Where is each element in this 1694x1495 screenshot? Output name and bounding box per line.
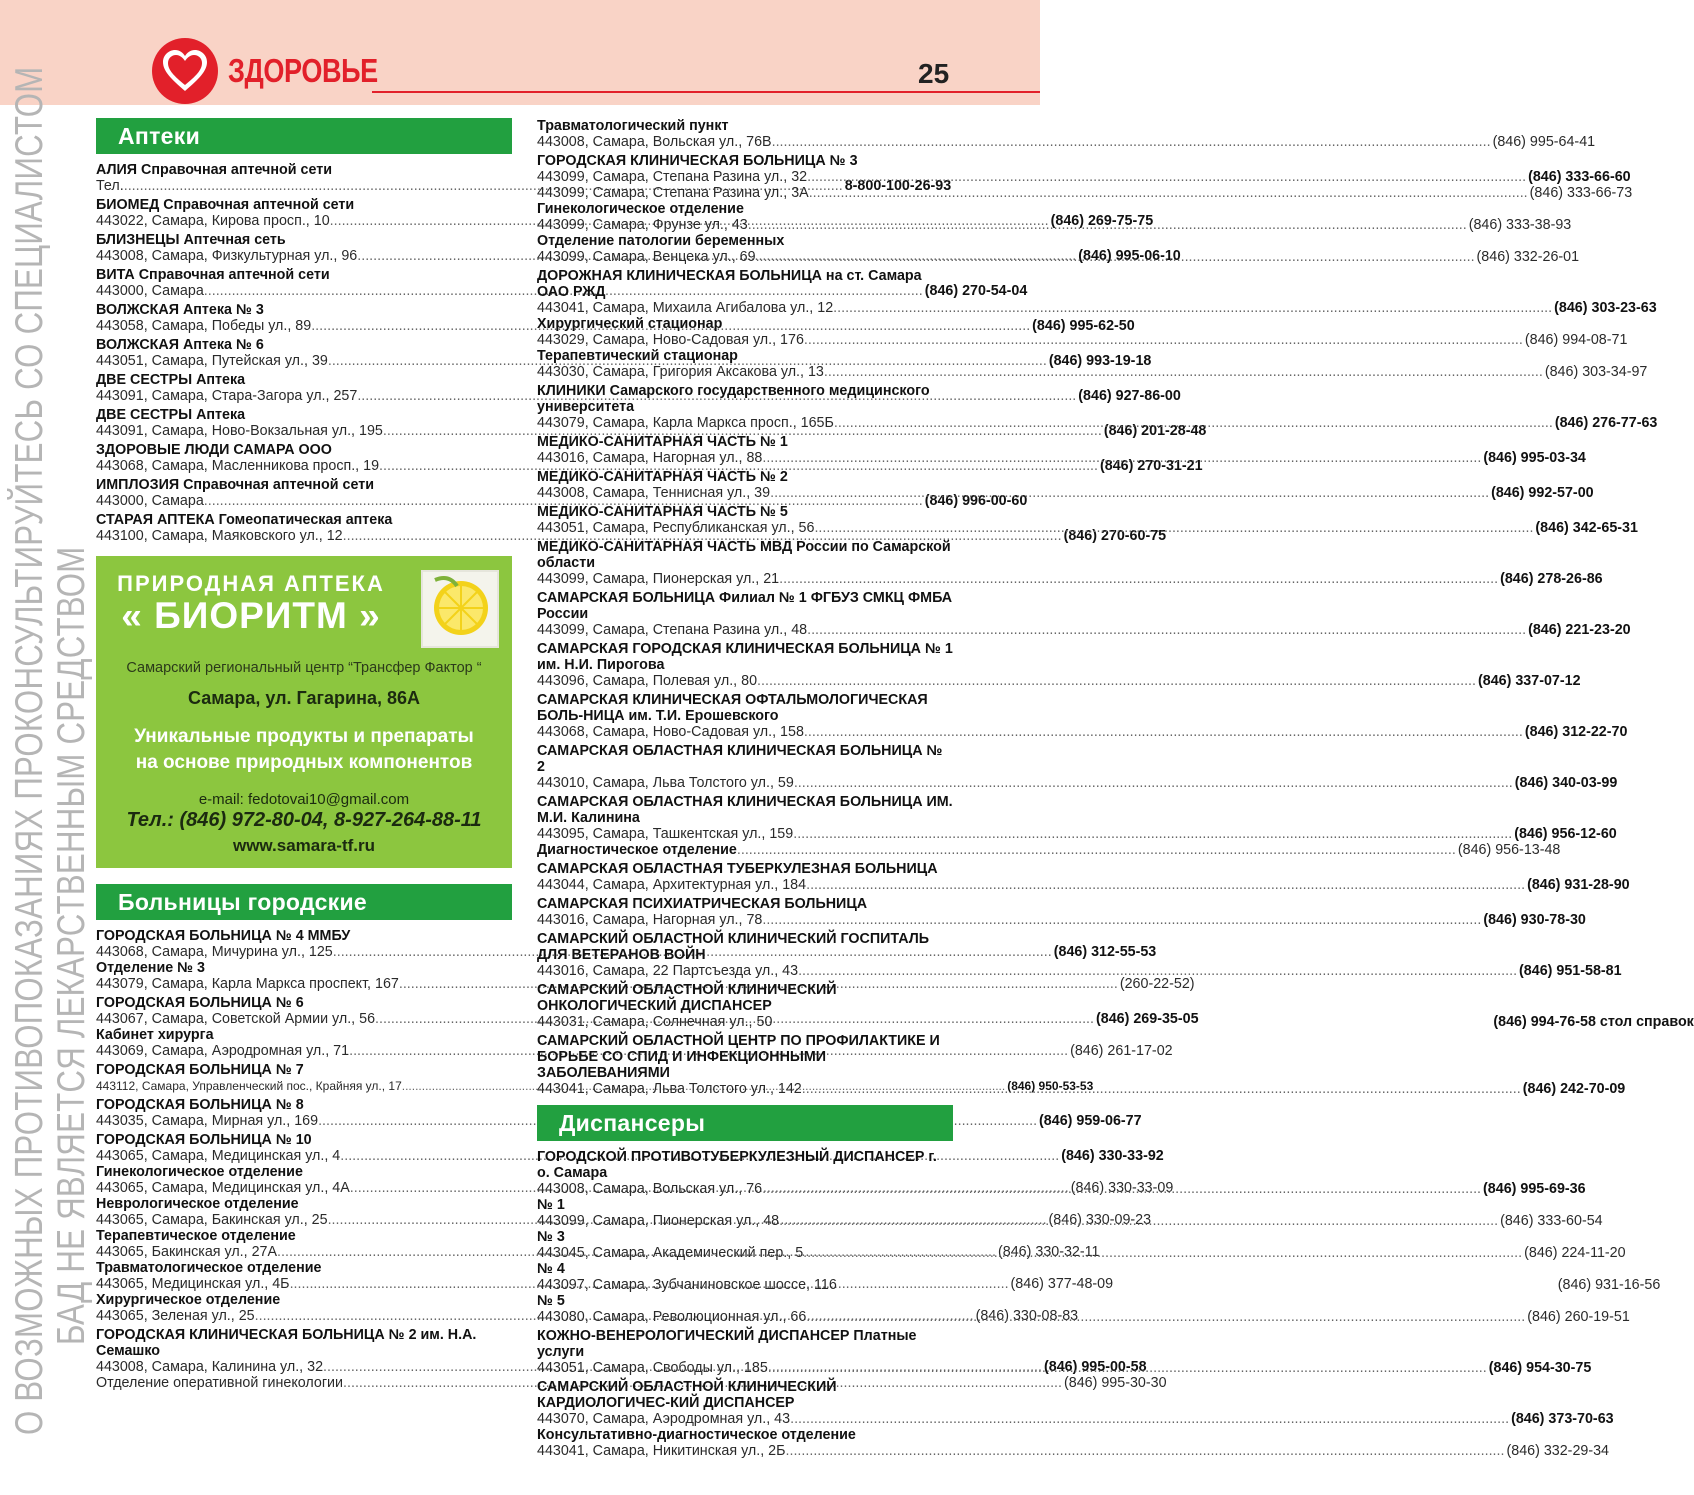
dot-leader: [794, 775, 1513, 791]
address-row: [537, 169, 1631, 185]
phone-number: (846) 995-00-58: [1044, 1359, 1147, 1375]
address: 443079, Самара, Карла Маркса проспект, 167: [96, 976, 399, 992]
dot-leader: [748, 217, 1467, 233]
phone-number: (846) 333-38-93: [1468, 217, 1572, 233]
ad-slogan-line-1: Уникальные продукты и препараты: [134, 726, 474, 747]
address: 443099, Самара, Фрунзе ул., 43: [537, 217, 748, 233]
phone-number: (846) 927-86-00: [1078, 388, 1181, 404]
dot-leader: [807, 622, 1526, 638]
entry-title: ВОЛЖСКАЯ Аптека № 3: [96, 302, 264, 318]
ad-email[interactable]: e-mail: fedotovai10@gmail.com: [198, 791, 410, 808]
dot-leader: [824, 364, 1543, 380]
department-title: Кабинет хирурга: [96, 1027, 214, 1043]
address: 443065, Медицинская ул., 4Б: [96, 1276, 290, 1292]
address: 443065, Зеленая ул., 25: [96, 1308, 255, 1324]
dot-leader: [814, 520, 1533, 536]
ad-slogan-line-2: на основе природных компонентов: [135, 752, 473, 773]
phone-number: (846) 333-66-73: [1529, 185, 1633, 201]
address: 443095, Самара, Ташкентская ул., 159: [537, 826, 794, 842]
phone-number: (846) 312-55-53: [1053, 944, 1157, 960]
phone-number: (846) 303-23-63: [1554, 300, 1657, 316]
bioritm-advertisement[interactable]: [96, 556, 512, 868]
ad-line-3: Самарский региональный центр “Трансфер Фактор “: [126, 660, 482, 676]
dot-leader: [790, 1411, 1509, 1427]
phone-number: (846) 333-60-54: [1500, 1213, 1603, 1229]
dot-leader: [834, 415, 1553, 431]
phone-number: (846) 931-28-90: [1527, 877, 1630, 893]
address-row: [96, 976, 1195, 992]
phone-number: (846) 993-19-18: [1048, 353, 1152, 369]
ad-slogan: [96, 724, 512, 776]
address: 443099, Самара, Пионерская ул., 21: [537, 571, 780, 587]
entry-title: ДВЕ СЕСТРЫ Аптека: [96, 372, 246, 388]
address: 443000, Самара: [96, 493, 204, 509]
phone-number: (846) 956-13-48: [1457, 842, 1561, 858]
phone-number: (846) 242-70-09: [1522, 1081, 1626, 1097]
address: 443016, Самара, Нагорная ул., 78: [537, 912, 763, 928]
dot-leader: [779, 571, 1498, 587]
phone-number: (846) 330-08-83: [975, 1308, 1079, 1324]
phone-number: (846) 260-19-51: [1527, 1309, 1630, 1325]
address: 443067, Самара, Советской Армии ул., 56: [96, 1011, 376, 1027]
entry-title: КОЖНО-ВЕНЕРОЛОГИЧЕСКИЙ ДИСПАНСЕР Платные услуги: [537, 1328, 917, 1360]
entry-title: ГОРОДСКАЯ БОЛЬНИЦА № 4 ММБУ: [96, 928, 351, 944]
address-row: [537, 775, 1618, 791]
address: 443016, Самара, Нагорная ул., 88: [537, 450, 763, 466]
dot-leader: [806, 1309, 1525, 1325]
phone-number: (846) 995-06-10: [1078, 248, 1181, 264]
entry-title: ГОРОДСКАЯ БОЛЬНИЦА № 7: [96, 1062, 304, 1078]
address: 443030, Самара, Григория Аксакова ул., 13: [537, 364, 824, 380]
phone-number: 8-800-100-26-93: [844, 178, 952, 194]
address-row: [537, 571, 1603, 587]
address-row: [96, 1375, 1167, 1391]
phone-number: (846) 312-22-70: [1524, 724, 1628, 740]
department-title: Терапевтический стационар: [537, 348, 738, 364]
address: 443008, Самара, Теннисная ул., 39: [537, 485, 771, 501]
phone-number: (846) 330-09-23: [1048, 1212, 1152, 1228]
phone-number: (846) 992-57-00: [1491, 485, 1594, 501]
entry-title: ИМПЛОЗИЯ Справочная аптечной сети: [96, 477, 375, 493]
address-row: [537, 826, 1617, 842]
address: Диагностическое отделение: [537, 842, 737, 858]
address: 443051, Самара, Свободы ул., 185: [537, 1360, 768, 1376]
phone-number: (846) 954-30-75: [1488, 1360, 1592, 1376]
vertical-disclaimer: [0, 66, 93, 1495]
entry-title: ГОРОДСКАЯ КЛИНИЧЕСКАЯ БОЛЬНИЦА № 3: [537, 153, 858, 169]
address: 443065, Самара, Медицинская ул., 4А: [96, 1180, 350, 1196]
address: Отделение оперативной гинекологии: [96, 1375, 344, 1391]
phone-number: (846) 221-23-20: [1528, 622, 1631, 638]
entry-title: МЕДИКО-САНИТАРНАЯ ЧАСТЬ МВД России по Самарской области: [537, 539, 951, 571]
phone-number: (846) 333-66-60: [1528, 169, 1631, 185]
dot-leader: [803, 1245, 1522, 1261]
phone-number: (846) 959-06-77: [1039, 1113, 1142, 1129]
entry-title: СТАРАЯ АПТЕКА Гомеопатическая аптека: [96, 512, 393, 528]
directory-entry: [537, 861, 1630, 893]
entry-title: САМАРСКАЯ ГОРОДСКАЯ КЛИНИЧЕСКАЯ БОЛЬНИЦА № 1 им. Н.И. Пирогова: [537, 641, 953, 673]
address: 443065, Самара, Медицинская ул., 4: [96, 1148, 341, 1164]
department-title: Неврологическое отделение: [96, 1196, 299, 1212]
phone-number: (846) 337-07-12: [1478, 673, 1581, 689]
phone-number: (846) 269-35-05: [1096, 1011, 1199, 1027]
entry-title: БИОМЕД Справочная аптечной сети: [96, 197, 355, 213]
address: 443097, Самара, Зубчаниновское шоссе, 116: [537, 1277, 837, 1293]
phone-number: (846) 278-26-86: [1500, 571, 1603, 587]
phone-number: (846) 201-28-48: [1103, 423, 1207, 439]
address: 443096, Самара, Полевая ул., 80: [537, 673, 758, 689]
address-row: [96, 1148, 1164, 1164]
phone-number: (846) 994-76-58 стол справок: [1493, 1014, 1694, 1030]
hospitals-heading: Больницы городские: [96, 884, 512, 920]
ad-phones: Тел.: (846) 972-80-04, 8-927-264-88-11: [126, 809, 482, 831]
phone-number: (846) 373-70-63: [1511, 1411, 1614, 1427]
address: 443058, Самара, Победы ул., 89: [96, 318, 312, 334]
address: 443065, Самара, Бакинская ул., 25: [96, 1212, 328, 1228]
address-row: [537, 185, 1633, 201]
phone-number: (846) 930-78-30: [1483, 912, 1586, 928]
address: 443041, Самара, Никитинская ул., 2Б: [537, 1443, 786, 1459]
phone-number: (846) 269-75-75: [1050, 213, 1154, 229]
address: Тел.: [96, 178, 124, 194]
entry-title: ДОРОЖНАЯ КЛИНИЧЕСКАЯ БОЛЬНИЦА на ст. Самара ОАО РЖД: [537, 268, 922, 300]
heart-icon: [161, 49, 209, 93]
disclaimer-line-2: БАД НЕ ЯВЛЯЕТСЯ ЛЕКАРСТВЕННЫМ СРЕДСТВОМ: [50, 546, 93, 1345]
entry-title: МЕДИКО-САНИТАРНАЯ ЧАСТЬ № 2: [537, 469, 788, 485]
address-row: [537, 622, 1631, 638]
department-title: Консультативно-диагностическое отделение: [537, 1427, 856, 1443]
address-row: [537, 963, 1622, 979]
address-row: [96, 1043, 1173, 1059]
address: 443099, Самара, Степана Разина ул., 32: [537, 169, 808, 185]
entry-title: САМАРСКАЯ ОБЛАСТНАЯ КЛИНИЧЕСКАЯ БОЛЬНИЦА ИМ. М.И. Калинина: [537, 794, 953, 826]
phone-number: (846) 224-11-20: [1524, 1245, 1626, 1261]
phone-number: (846) 330-33-09: [1070, 1180, 1174, 1196]
address-row: [537, 332, 1628, 348]
entry-title: САМАРСКАЯ ПСИХИАТРИЧЕСКАЯ БОЛЬНИЦА: [537, 896, 868, 912]
address: 443051, Самара, Республиканская ул., 56: [537, 520, 815, 536]
address: 443099, Самара, Венцека ул., 69: [537, 249, 756, 265]
phone-number: (846) 377-48-09: [1010, 1276, 1114, 1292]
entry-title: САМАРСКАЯ КЛИНИЧЕСКАЯ ОФТАЛЬМОЛОГИЧЕСКАЯ БОЛЬ-НИЦА им. Т.И. Ерошевского: [537, 692, 928, 724]
address: 443068, Самара, Масленникова просп., 19: [96, 458, 380, 474]
address: 443112, Самара, Управленческий пос., Крайняя ул., 17: [96, 1079, 402, 1093]
department-title: Травматологическое отделение: [96, 1260, 322, 1276]
dot-leader: [809, 185, 1528, 201]
entry-title: ДВЕ СЕСТРЫ Аптека: [96, 407, 246, 423]
dot-leader: [798, 963, 1517, 979]
entry-title: ГОРОДСКАЯ КЛИНИЧЕСКАЯ БОЛЬНИЦА № 2 им. Н.А. Семашко: [96, 1327, 477, 1359]
dot-leader: [786, 1443, 1505, 1459]
address: 443031, Самара, Солнечная ул., 50: [537, 1014, 773, 1030]
entry-title: МЕДИКО-САНИТАРНАЯ ЧАСТЬ № 1: [537, 434, 788, 450]
entry-title: ГОРОДСКАЯ БОЛЬНИЦА № 10: [96, 1132, 312, 1148]
department-title: Гинекологическое отделение: [537, 201, 744, 217]
address: 443045, Самара, Академический пер., 5: [537, 1245, 804, 1261]
entry-title: САМАРСКАЯ БОЛЬНИЦА Филиал № 1 ФГБУЗ СМКЦ ФМБА России: [537, 590, 953, 622]
lemon-image: [421, 570, 499, 648]
phone-number: (846) 995-03-34: [1483, 450, 1586, 466]
entry-title: САМАРСКИЙ ОБЛАСТНОЙ КЛИНИЧЕСКИЙ ГОСПИТАЛЬ ДЛЯ ВЕТЕРАНОВ ВОЙН: [537, 931, 930, 963]
pharmacies-heading: Аптеки: [96, 118, 512, 154]
address: 443099, Самара, Степана Разина ул., 3А: [537, 185, 809, 201]
address-row: [537, 134, 1596, 150]
ad-line-1: ПРИРОДНАЯ АПТЕКА: [117, 571, 385, 596]
address: 443041, Самара, Льва Толстого ул., 142: [537, 1081, 802, 1097]
phone-number: (846) 951-58-81: [1519, 963, 1622, 979]
phone-number: (846) 994-08-71: [1524, 332, 1628, 348]
dot-leader: [737, 842, 1456, 858]
address: 443044, Самара, Архитектурная ул., 184: [537, 877, 807, 893]
phone-number: (846) 261-17-02: [1070, 1043, 1173, 1059]
address-row: [537, 877, 1630, 893]
dot-leader: [757, 673, 1476, 689]
entry-title: КЛИНИКИ Самарского государственного медицинского университета: [537, 383, 930, 415]
dot-leader: [770, 485, 1489, 501]
department-title: № 5: [537, 1293, 565, 1309]
department-title: № 1: [537, 1197, 565, 1213]
section-logo: [152, 38, 218, 104]
address: 443068, Самара, Ново-Садовая ул., 158: [537, 724, 804, 740]
phone-number: (846) 956-12-60: [1514, 826, 1617, 842]
phone-number: (846) 996-00-60: [924, 493, 1028, 509]
phone-number: (846) 303-34-97: [1544, 364, 1648, 380]
address: 443008, Самара, Калинина ул., 32: [96, 1359, 324, 1375]
address: 443079, Самара, Карла Маркса просп., 165Б: [537, 415, 834, 431]
address: 443022, Самара, Кирова просп., 10: [96, 213, 330, 229]
dot-leader: [804, 332, 1523, 348]
address: 443065, Бакинская ул., 27А: [96, 1244, 278, 1260]
phone-number: (846) 340-03-99: [1514, 775, 1618, 791]
address: 443091, Самара, Стара-Загора ул., 257: [96, 388, 358, 404]
directory-entry: [537, 692, 1628, 740]
address-row: [537, 1443, 1610, 1459]
entry-title: ГОРОДСКАЯ БОЛЬНИЦА № 8: [96, 1097, 304, 1113]
phone-number: (846) 950-53-53: [1007, 1079, 1094, 1093]
directory-entry: [537, 896, 1586, 928]
department-title: Хирургическое отделение: [96, 1292, 281, 1308]
section-title: ЗДОРОВЬЕ: [228, 52, 378, 89]
address: 443008, Самара, Физкультурная ул., 96: [96, 248, 358, 264]
address: 443099, Самара, Степана Разина ул., 48: [537, 622, 808, 638]
entry-title: ГОРОДСКОЙ ПРОТИВОТУБЕРКУЛЕЗНЫЙ ДИСПАНСЕР г. о. Самара: [537, 1149, 937, 1181]
ad-address: Самара, ул. Гагарина, 86А: [188, 688, 420, 708]
department-title: № 4: [537, 1261, 565, 1277]
address: 443008, Самара, Вольская ул., 76: [537, 1181, 763, 1197]
address-row: [537, 364, 1648, 380]
department-title: Хирургический стационар: [537, 316, 723, 332]
dot-leader: [806, 877, 1525, 893]
directory-entry: [537, 794, 1617, 858]
address: 443010, Самара, Льва Толстого ул., 59: [537, 775, 794, 791]
address: 443051, Самара, Путейская ул., 39: [96, 353, 328, 369]
directory-entry: [537, 641, 1581, 689]
dot-leader: [756, 249, 1475, 265]
directory-entry: [537, 743, 1618, 791]
address: 443000, Самара: [96, 283, 204, 299]
dot-leader: [762, 1181, 1481, 1197]
phone-number: (846) 995-62-50: [1032, 318, 1135, 334]
entry-title: МЕДИКО-САНИТАРНАЯ ЧАСТЬ № 5: [537, 504, 788, 520]
entry-title: АЛИЯ Справочная аптечной сети: [96, 162, 332, 178]
page-number: 25: [918, 58, 950, 89]
dot-leader: [772, 134, 1491, 150]
phone-number: (846) 270-54-04: [924, 283, 1028, 299]
phone-number: (846) 330-33-92: [1061, 1148, 1164, 1164]
phone-number: (846) 931-16-56: [1557, 1277, 1661, 1293]
phone-number: (846) 330-32-11: [998, 1244, 1100, 1260]
entry-title: САМАРСКАЯ ОБЛАСТНАЯ КЛИНИЧЕСКАЯ БОЛЬНИЦА № 2: [537, 743, 943, 775]
department-title: № 3: [537, 1229, 565, 1245]
ad-brand: « БИОРИТМ »: [121, 595, 381, 636]
phone-number: (846) 270-31-21: [1100, 458, 1203, 474]
dot-leader: [793, 826, 1512, 842]
address: 443068, Самара, Мичурина ул., 125: [96, 944, 333, 960]
entry-title: САМАРСКИЙ ОБЛАСТНОЙ КЛИНИЧЕСКИЙ ОНКОЛОГИЧЕСКИЙ ДИСПАНСЕР: [537, 982, 837, 1014]
phone-number: (260-22-52): [1119, 976, 1195, 992]
directory-entry: [537, 590, 1631, 638]
address: 443080, Самара, Революционная ул., 66: [537, 1309, 807, 1325]
address-row: [537, 842, 1561, 858]
address-row: [537, 912, 1586, 928]
phone-number: (846) 995-69-36: [1483, 1181, 1586, 1197]
phone-number: (846) 332-29-34: [1506, 1443, 1610, 1459]
entry-title: САМАРСКАЯ ОБЛАСТНАЯ ТУБЕРКУЛЕЗНАЯ БОЛЬНИЦА: [537, 861, 938, 877]
phone-number: (846) 270-60-75: [1063, 528, 1167, 544]
department-title: Гинекологическое отделение: [96, 1164, 303, 1180]
dispensaries-heading: Диспансеры: [537, 1105, 953, 1141]
entry-title: ЗДОРОВЫЕ ЛЮДИ САМАРА ООО: [96, 442, 332, 458]
address-row: [537, 724, 1628, 740]
address: 443100, Самара, Маяковского ул., 12: [96, 528, 343, 544]
phone-number: (846) 342-65-31: [1535, 520, 1638, 536]
dot-leader: [779, 1213, 1498, 1229]
address: 443008, Самара, Вольская ул., 76В: [537, 134, 772, 150]
header-rule: [372, 91, 1040, 93]
address: 443041, Самара, Михаила Агибалова ул., 12: [537, 300, 834, 316]
dot-leader: [768, 1360, 1487, 1376]
phone-number: (846) 995-30-30: [1064, 1375, 1167, 1391]
dot-leader: [762, 912, 1481, 928]
address: 443091, Самара, Ново-Вокзальная ул., 195: [96, 423, 383, 439]
address: 443069, Самара, Аэродромная ул., 71: [96, 1043, 350, 1059]
dot-leader: [804, 724, 1523, 740]
ad-website[interactable]: www.samara-tf.ru: [232, 836, 376, 855]
phone-number: (846) 995-64-41: [1492, 134, 1596, 150]
department-title: Травматологический пункт: [537, 118, 729, 134]
address: 443035, Самара, Мирная ул., 169: [96, 1113, 319, 1129]
entry-title: ВОЛЖСКАЯ Аптека № 6: [96, 337, 264, 353]
address-row: [537, 300, 1657, 316]
address-row: [537, 1411, 1614, 1427]
department-title: Отделение патологии беременных: [537, 233, 785, 249]
phone-number: (846) 276-77-63: [1554, 415, 1658, 431]
address: 443029, Самара, Ново-Садовая ул., 176: [537, 332, 804, 348]
directory-entry: [537, 539, 1603, 587]
entry-title: САМАРСКИЙ ОБЛАСТНОЙ КЛИНИЧЕСКИЙ КАРДИОЛОГИЧЕС-КИЙ ДИСПАНСЕР: [537, 1379, 837, 1411]
phone-number: (846) 332-26-01: [1476, 249, 1580, 265]
entry-title: ВИТА Справочная аптечной сети: [96, 267, 330, 283]
address: 443016, Самара, 22 Партсъезда ул., 43: [537, 963, 799, 979]
address-row: [537, 673, 1581, 689]
entry-title: САМАРСКИЙ ОБЛАСТНОЙ ЦЕНТР ПО ПРОФИЛАКТИКЕ И БОРЬБЕ СО СПИД И ИНФЕКЦИОННЫМИ ЗАБОЛЕВАНИЯМИ: [537, 1033, 940, 1081]
directory-entry: [537, 118, 1596, 150]
dot-leader: [807, 169, 1526, 185]
entry-title: БЛИЗНЕЦЫ Аптечная сеть: [96, 232, 286, 248]
department-title: Терапевтическое отделение: [96, 1228, 296, 1244]
department-title: Отделение № 3: [96, 960, 206, 976]
dot-leader: [762, 450, 1481, 466]
page-header: [0, 0, 1040, 105]
address: 443070, Самара, Аэродромная ул., 43: [537, 1411, 791, 1427]
address: 443099, Самара, Пионерская ул., 48: [537, 1213, 780, 1229]
dot-leader: [833, 300, 1552, 316]
entry-title: ГОРОДСКАЯ БОЛЬНИЦА № 6: [96, 995, 304, 1011]
dot-leader: [802, 1081, 1521, 1097]
disclaimer-line-1: О ВОЗМОЖНЫХ ПРОТИВОПОКАЗАНИЯХ ПРОКОНСУЛЬТИРУЙТЕСЬ СО СПЕЦИАЛИСТОМ: [8, 66, 51, 1435]
